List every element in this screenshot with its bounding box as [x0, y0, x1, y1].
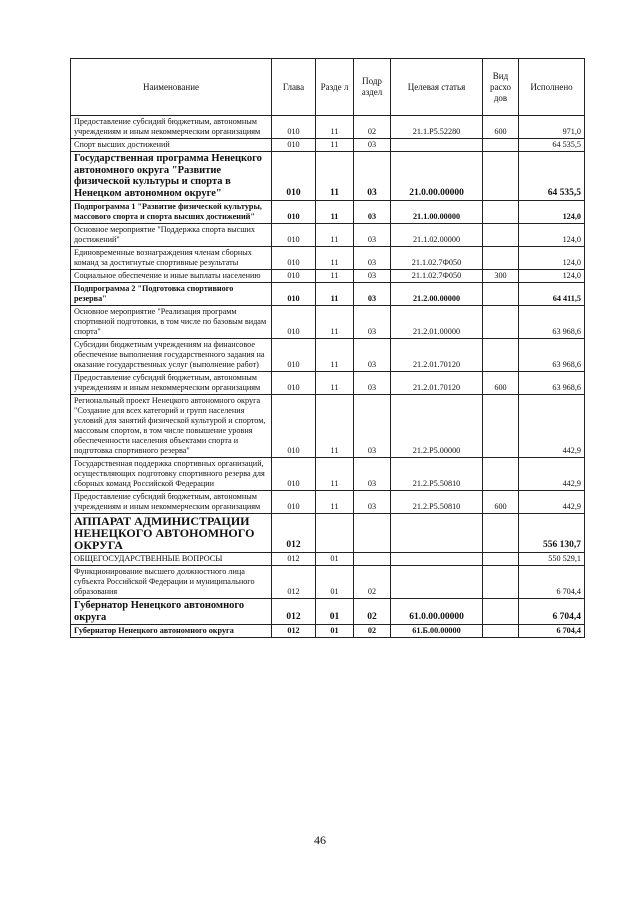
row-chapter: 010 — [272, 283, 316, 306]
row-target-article: 21.2.01.70120 — [391, 339, 483, 372]
row-executed: 971,0 — [519, 116, 585, 139]
row-target-article — [391, 553, 483, 566]
row-section: 01 — [316, 599, 354, 625]
row-name: Губернатор Ненецкого автономного округа — [71, 625, 272, 638]
row-subsection: 03 — [354, 372, 391, 395]
row-chapter: 012 — [272, 599, 316, 625]
row-chapter: 012 — [272, 514, 316, 553]
row-section: 11 — [316, 116, 354, 139]
table-row — [71, 116, 585, 139]
row-expense-type — [483, 625, 519, 638]
table-row — [71, 395, 585, 458]
row-subsection: 03 — [354, 224, 391, 247]
row-chapter: 012 — [272, 566, 316, 599]
header-target-article: Целевая статья — [391, 59, 483, 116]
row-expense-type — [483, 339, 519, 372]
row-section: 11 — [316, 224, 354, 247]
row-target-article: 21.1.00.00000 — [391, 201, 483, 224]
row-name: Функционирование высшего должностного лица субъекта Российской Федерации и муниципального образования — [71, 566, 272, 599]
row-name: АППАРАТ АДМИНИСТРАЦИИ НЕНЕЦКОГО АВТОНОМНОГО ОКРУГА — [71, 514, 272, 553]
row-chapter: 010 — [272, 372, 316, 395]
row-subsection: 02 — [354, 566, 391, 599]
table-row — [71, 599, 585, 625]
table-row — [71, 458, 585, 491]
row-expense-type: 600 — [483, 372, 519, 395]
row-expense-type — [483, 514, 519, 553]
row-expense-type — [483, 224, 519, 247]
row-chapter: 012 — [272, 625, 316, 638]
row-target-article: 21.1.02.00000 — [391, 224, 483, 247]
table-row — [71, 283, 585, 306]
header-chapter: Глава — [272, 59, 316, 116]
row-section: 01 — [316, 625, 354, 638]
row-chapter: 010 — [272, 247, 316, 270]
row-target-article — [391, 566, 483, 599]
row-section: 11 — [316, 270, 354, 283]
row-section: 01 — [316, 566, 354, 599]
row-expense-type — [483, 458, 519, 491]
row-target-article: 21.2.01.00000 — [391, 306, 483, 339]
row-name: Социальное обеспечение и иные выплаты населению — [71, 270, 272, 283]
row-name: Государственная поддержка спортивных организаций, осуществляющих подготовку спортивного резерва для сборных команд Российской Федерации — [71, 458, 272, 491]
row-chapter: 010 — [272, 116, 316, 139]
row-target-article: 21.1.02.7Ф050 — [391, 247, 483, 270]
table-header-row — [71, 59, 585, 116]
row-subsection — [354, 553, 391, 566]
row-expense-type — [483, 395, 519, 458]
row-subsection: 03 — [354, 283, 391, 306]
row-section: 01 — [316, 553, 354, 566]
row-executed: 64 535,5 — [519, 152, 585, 201]
row-target-article: 21.2.01.70120 — [391, 372, 483, 395]
row-executed: 64 535,5 — [519, 139, 585, 152]
row-executed: 556 130,7 — [519, 514, 585, 553]
row-target-article: 21.2.P5.00000 — [391, 395, 483, 458]
row-executed: 442,9 — [519, 491, 585, 514]
table-row — [71, 491, 585, 514]
row-chapter: 010 — [272, 224, 316, 247]
row-chapter: 010 — [272, 458, 316, 491]
row-target-article — [391, 514, 483, 553]
row-executed: 63 968,6 — [519, 306, 585, 339]
row-section: 11 — [316, 306, 354, 339]
table-row — [71, 306, 585, 339]
header-subsection: Подр аздел — [354, 59, 391, 116]
row-expense-type — [483, 283, 519, 306]
row-subsection: 03 — [354, 247, 391, 270]
row-subsection: 02 — [354, 116, 391, 139]
row-executed: 64 411,5 — [519, 283, 585, 306]
row-target-article: 61.0.00.00000 — [391, 599, 483, 625]
row-chapter: 010 — [272, 201, 316, 224]
row-executed: 6 704,4 — [519, 599, 585, 625]
row-target-article: 21.2.P5.50810 — [391, 491, 483, 514]
row-target-article — [391, 139, 483, 152]
row-executed: 63 968,6 — [519, 339, 585, 372]
table-row — [71, 372, 585, 395]
row-section — [316, 514, 354, 553]
row-executed: 550 529,1 — [519, 553, 585, 566]
row-subsection: 03 — [354, 139, 391, 152]
table-row — [71, 270, 585, 283]
header-section: Разде л — [316, 59, 354, 116]
row-target-article: 21.0.00.00000 — [391, 152, 483, 201]
header-name: Наименование — [71, 59, 272, 116]
table-body — [71, 116, 585, 638]
row-name: Субсидии бюджетным учреждениям на финансовое обеспечение выполнения государственного задания на оказание государственных услуг (выполнение работ) — [71, 339, 272, 372]
row-expense-type — [483, 247, 519, 270]
row-expense-type — [483, 201, 519, 224]
row-expense-type: 600 — [483, 491, 519, 514]
row-name: Единовременные вознаграждения членам сборных команд за достигнутые спортивные результаты — [71, 247, 272, 270]
row-target-article: 21.2.P5.50810 — [391, 458, 483, 491]
row-name: Государственная программа Ненецкого автономного округа "Развитие физической культуры и спорта в Ненецком автономном округе" — [71, 152, 272, 201]
row-section: 11 — [316, 283, 354, 306]
row-section: 11 — [316, 372, 354, 395]
row-name: Основное мероприятие "Реализация программ спортивной подготовки, в том числе по базовым видам спорта" — [71, 306, 272, 339]
row-target-article: 21.2.00.00000 — [391, 283, 483, 306]
row-subsection: 03 — [354, 395, 391, 458]
row-chapter: 010 — [272, 139, 316, 152]
row-expense-type — [483, 306, 519, 339]
row-subsection: 03 — [354, 306, 391, 339]
row-name: Региональный проект Ненецкого автономного округа "Создание для всех категорий и групп населения условий для занятий физической культурой и спортом, массовым спортом, в том числе повышение уровня обеспеченности населения объектами спорта и подготовка спортивного резерва" — [71, 395, 272, 458]
table-row — [71, 625, 585, 638]
row-chapter: 012 — [272, 553, 316, 566]
row-subsection: 02 — [354, 599, 391, 625]
table-row — [71, 553, 585, 566]
row-name: Губернатор Ненецкого автономного округа — [71, 599, 272, 625]
row-section: 11 — [316, 491, 354, 514]
row-subsection: 03 — [354, 152, 391, 201]
row-expense-type — [483, 553, 519, 566]
row-name: Предоставление субсидий бюджетным, автономным учреждениям и иным некоммерческим организациям — [71, 491, 272, 514]
row-executed: 442,9 — [519, 395, 585, 458]
row-chapter: 010 — [272, 339, 316, 372]
row-name: Предоставление субсидий бюджетным, автономным учреждениям и иным некоммерческим организациям — [71, 116, 272, 139]
budget-table — [70, 58, 585, 638]
row-name: Подпрограмма 2 "Подготовка спортивного резерва" — [71, 283, 272, 306]
row-subsection: 03 — [354, 491, 391, 514]
header-expense-type: Вид расхо дов — [483, 59, 519, 116]
row-chapter: 010 — [272, 491, 316, 514]
row-expense-type: 600 — [483, 116, 519, 139]
row-subsection: 03 — [354, 201, 391, 224]
table-row — [71, 224, 585, 247]
table-row — [71, 139, 585, 152]
row-name: Подпрограмма 1 "Развитие физической культуры, массового спорта и спорта высших достижений" — [71, 201, 272, 224]
row-name: Спорт высших достижений — [71, 139, 272, 152]
row-expense-type — [483, 599, 519, 625]
row-chapter: 010 — [272, 152, 316, 201]
row-executed: 63 968,6 — [519, 372, 585, 395]
page-number: 46 — [314, 833, 326, 847]
row-subsection — [354, 514, 391, 553]
table-row — [71, 339, 585, 372]
table-row — [71, 152, 585, 201]
row-section: 11 — [316, 152, 354, 201]
row-section: 11 — [316, 458, 354, 491]
row-subsection: 02 — [354, 625, 391, 638]
row-chapter: 010 — [272, 306, 316, 339]
row-expense-type — [483, 139, 519, 152]
row-name: Предоставление субсидий бюджетным, автономным учреждениям и иным некоммерческим организациям — [71, 372, 272, 395]
row-target-article: 21.1.P5.52280 — [391, 116, 483, 139]
row-name: Основное мероприятие "Поддержка спорта высших достижений" — [71, 224, 272, 247]
header-executed: Исполнено — [519, 59, 585, 116]
row-section: 11 — [316, 395, 354, 458]
row-name: ОБЩЕГОСУДАРСТВЕННЫЕ ВОПРОСЫ — [71, 553, 272, 566]
row-subsection: 03 — [354, 339, 391, 372]
row-executed: 124,0 — [519, 270, 585, 283]
table-row — [71, 201, 585, 224]
table-row — [71, 247, 585, 270]
row-chapter: 010 — [272, 395, 316, 458]
row-target-article: 21.1.02.7Ф050 — [391, 270, 483, 283]
row-section: 11 — [316, 247, 354, 270]
row-executed: 124,0 — [519, 247, 585, 270]
row-executed: 6 704,4 — [519, 625, 585, 638]
row-expense-type — [483, 152, 519, 201]
row-target-article: 61.Б.00.00000 — [391, 625, 483, 638]
row-executed: 124,0 — [519, 201, 585, 224]
row-executed: 124,0 — [519, 224, 585, 247]
row-chapter: 010 — [272, 270, 316, 283]
row-executed: 6 704,4 — [519, 566, 585, 599]
table-row — [71, 514, 585, 553]
row-expense-type — [483, 566, 519, 599]
row-section: 11 — [316, 201, 354, 224]
row-section: 11 — [316, 139, 354, 152]
row-subsection: 03 — [354, 458, 391, 491]
row-expense-type: 300 — [483, 270, 519, 283]
row-section: 11 — [316, 339, 354, 372]
row-subsection: 03 — [354, 270, 391, 283]
table-row — [71, 566, 585, 599]
row-executed: 442,9 — [519, 458, 585, 491]
